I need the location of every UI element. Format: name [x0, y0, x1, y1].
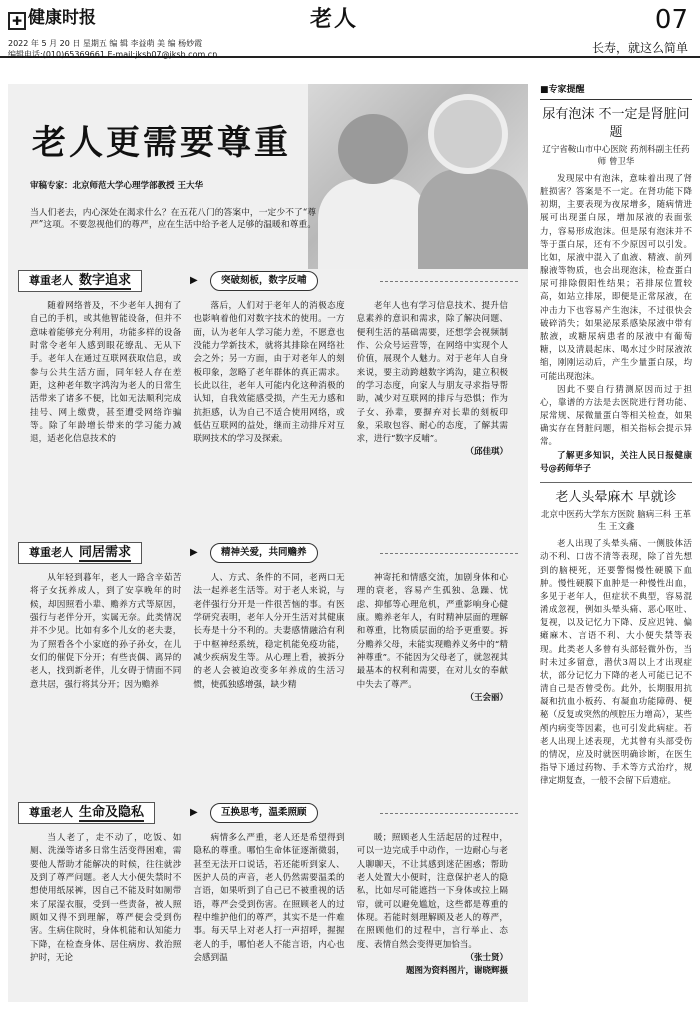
article-headline: 老人更需要尊重	[32, 123, 291, 163]
article-reviewer: 审稿专家：北京师范大学心理学部教授 王大华	[30, 181, 203, 191]
newspaper-logo: ✚ 健康时报	[8, 6, 96, 31]
main-article	[8, 84, 528, 1002]
section-body-privacy: 当人老了，走不动了，吃饭、如厕、洗澡等诸多日常生活变得困难，需要他人帮助才能解决的时候，往往就涉及到了尊严问题。老人大小便失禁时不想使用纸尿裤，因自己不能及时如厕带来了尿湿衣服，受到一些责备，被人照顾如又得不到理解，尊严便会受到伤害。生病住院时，身体机能和认知能力下降，在检查身体、居住病房、救治照护时，无论 病情多么严重，老人还是希望得到隐私的尊重。哪怕生命体征逐渐微弱，甚至无法开口说话，若还能听到家人、医护人员的声音，老人仍然需要温柔的言语，如果听到了自己已不被重视的话语，尊严会受到伤害。在照顾老人的过程中维护他们的尊严，其实不是一件难事。每天早上对老人打一声招呼，握握老人的手，哪怕老人不能言语，内心也会感到温 暖；照顾老人生活起居的过程中，可以一边完成手中动作，一边耐心与老人聊聊天，不让其感到迷茫困惑；帮助老人处置大小便时，注意保护老人的隐私，比如尽可能遮挡一下身体或拉上隔帘，就可以避免尴尬，这些都是尊重的体现。若能时刻理解顾及老人的尊严，在照顾他们的过程中，言行举止、态度、表情自然会变得更加恰当。 （张士贤） 题图为资料图片，谢晓辉摄	[30, 832, 508, 997]
section-header-privacy: 尊重老人 生命及隐私 ▶ 互换思考，温柔照顾	[18, 802, 518, 824]
arrow-right-icon: ▶	[190, 807, 198, 818]
page-slogan: 长寿，就这么简单	[591, 41, 688, 55]
sidebar-story1-title: 尿有泡沫 不一定是肾脏问题	[542, 107, 690, 140]
sidebar-tag: ■专家提醒	[540, 84, 692, 100]
article-intro: 当人们老去，内心深处在渴求什么？在五花八门的答案中，一定少不了“尊严”这项。不要忽视他们的尊严，应在生活中给予老人足够的温暖和尊重。	[30, 208, 316, 231]
section-subtitle-digital: 突破刻板，数字反哺	[210, 271, 318, 291]
article-photo	[308, 84, 528, 269]
author-signature: （邱佳琪）	[465, 447, 508, 458]
section-body-cohabitation: 从年轻到暮年，老人一路含辛茹苦将子女抚养成人，到了安享晚年的时候，却因照看小辈、赡养方式等原因，强行与老伴分开，实属无奈。此类情况并不少见。比如有多个儿女的老夫妻，为了照看各个小家庭的孙子孙女，在儿女们的催促下分开；有些丧偶、离异的老人，找到新老伴，儿女碍于情面不同意共居，强行将其分开；因为赡养 人、方式、条件的不同，老两口无法一起养老生活等。对于老人来说，与老伴强行分开是一件很苦恼的事。有医学研究表明，老年人分开生活对其健康长寿是十分不利的。夫妻感情融洽有利于中枢神经系统，稳定机能免疫功能，减少疾病发生等。从心理上看，被拆分的老人会被迫改变多年养成的生活习惯，使孤独感增强，缺少精 神寄托和情感交流，加剧身体和心理的衰老，容易产生孤独、急躁、忧虑、抑郁等心理危机，严重影响身心健康。赡养老年人，有时精神层面的理解和尊重，比物质层面的给予更重要。拆分赡养父母，未能实现赡养义务中的“精神尊重”。不能因为父母老了，就忽视其最基本的权利和需要，在对儿女的奉献中失去了尊严。 （王会丽）	[30, 572, 508, 772]
author-signature: （王会丽）	[465, 692, 508, 703]
sidebar-column	[540, 84, 692, 788]
photo-credit: 题图为资料图片，谢晓辉摄	[405, 965, 508, 976]
sidebar-story2-body: 老人出现了头晕头痛、一侧肢体活动不利、口齿不清等表现，除了首先想到的脑梗死，还要警惕慢性硬膜下血肿。慢性硬膜下血肿是一种慢性出血，多见于老年人，但症状不典型，容易混淆成忽视，例如头晕头痛、恶心呕吐、复视，以及记忆力下降、反应迟钝、偏瘫麻木、言语不利、大小便失禁等表现。此类老人多曾有头部轻微外伤，当时未过多留意，潜伏3周以上才出现症状，部分记忆力下降的老人可能已记不清自己是否曾受伤。此外，长期服用抗凝和抗血小板药、有凝血功能障碍、便秘（反复或突然的颅腔压力增高），某些颅内病变等因素，也可引发此病症。若老人出现上述表现，尤其曾有头部受伤的情况，应及时就医明确诊断，在医生指导下通过药物、手术等方式治疗，规律定期复查，一般不会留下后遗症。	[540, 539, 692, 787]
section-body-digital: 随着网络普及，不少老年人拥有了自己的手机，或其他智能设备，但并不意味着能够充分利用，功能多样的设备时常令老年人感到眼花缭乱、无从下手。老年人在通过互联网获取信息，或参与公共生活方面，同年轻人存在差距，这种老年数字鸿沟为老人的日常生活带来了诸多不便，比如无法顺利完成挂号、网上缴费，甚至遭受网络诈骗等。除了年龄增长带来的学习能力减退，适老化信息技术的 落后，人们对于老年人的消极态度也影响着他们对数字技术的使用。一方面，认为老年人学习能力差，不愿意也没能力学新技术，就将其排除在网络社会之外；另一方面，由于对老年人的刻板印象，忽略了老年群体的真正需求。长此以往，老年人可能内化这种消极的认知，自我效能感受损，产生无力感和抗拒感，认为自己不适合使用网络，或低估互联网的益处，继而主动排斥对互联网技术的学习及探索。 老年人也有学习信息技术、提升信息素养的意识和需求，除了解决问题、便利生活的基础需要，还想学会视频制作、公众号运营等，在网络中实现个人价值，展现个人魅力。对于老年人自身来说，要主动跨越数字鸿沟，建立积极的学习态度，向家人与朋友寻求指导帮助，减少对互联网的排斥与恐惧；作为子女、孙辈，要摒弃对长辈的刻板印象，采取包容、耐心的态度，了解其需求，进行“数字反哺”。 （邱佳琪）	[30, 300, 508, 510]
section-title-digital: 数字追求	[79, 273, 132, 288]
divider	[380, 813, 518, 814]
section-title-cohabitation: 同居需求	[79, 545, 132, 560]
page-number: 07	[654, 5, 688, 35]
section-subtitle-cohabitation: 精神关爱，共同赡养	[210, 543, 318, 563]
publication-info: 2022 年 5 月 20 日 星期五 编 辑 李益萌 美 编 杨妙霞	[8, 39, 203, 48]
section-header-cohabitation: 尊重老人 同居需求 ▶ 精神关爱，共同赡养	[18, 542, 518, 564]
contact-info: 编辑电话:(010)65369661 E-mail:jksb07@jksb.com.cn	[8, 50, 218, 59]
author-signature: （张士贤）	[465, 952, 508, 963]
arrow-right-icon: ▶	[190, 275, 198, 286]
sidebar-story2-title: 老人头晕麻木 早就诊	[555, 489, 677, 505]
section-subtitle-privacy: 互换思考，温柔照顾	[210, 803, 318, 823]
sidebar-story1-author: 辽宁省鞍山市中心医院 药剂科副主任药师 曾卫华	[542, 145, 690, 168]
sidebar-story1-note: 了解更多知识，关注人民日报健康号@药师华子	[540, 450, 692, 474]
sidebar-story2-author: 北京中医药大学东方医院 脑病三科 王革生 王文鑫	[541, 510, 691, 533]
section-header-digital: 尊重老人 数字追求 ▶ 突破刻板，数字反哺	[18, 270, 518, 292]
section-title: 老人	[310, 7, 359, 32]
section-title-privacy: 生命及隐私	[79, 805, 145, 820]
sidebar-story1-body: 发现尿中有泡沫，意味着出现了肾脏损害？答案是不一定。在肾功能下降初期，主要表现为夜尿增多，随病情进展可出现蛋白尿，增加尿液的表面张力，容易形成泡沫。但是尿有泡沫并不等于蛋白尿，还有不少原因可以引发。比如，尿液中混入了血液、精液、前列腺液等物质，也会出现泡沫，检查蛋白尿可排除假阳性结果；若排尿位置较高，如站立排尿，即便是正常尿液，在冲击力下也容易产生泡沫，不过很快会破碎消失；如果泌尿系感染尿液中带有脓液，或糖尿病患者的尿液中有葡萄糖，以及清晨起床、喝水过少时尿液浓缩，刚刚运动后，产生少量蛋白尿，均可能出现泡沫。 因此不要自行猜测原因而过于担心，靠谱的方法是去医院进行肾功能、尿常规、尿微量蛋白等相关检查，如果确实存在肾脏问题，相关指标会提示异常。 了解更多知识，关注人民日报健康号@药师华子	[540, 173, 692, 476]
divider	[380, 553, 518, 554]
divider	[380, 281, 518, 282]
logo-icon: ✚	[8, 12, 26, 30]
newspaper-header	[0, 0, 700, 58]
arrow-right-icon: ▶	[190, 547, 198, 558]
divider	[540, 482, 692, 483]
